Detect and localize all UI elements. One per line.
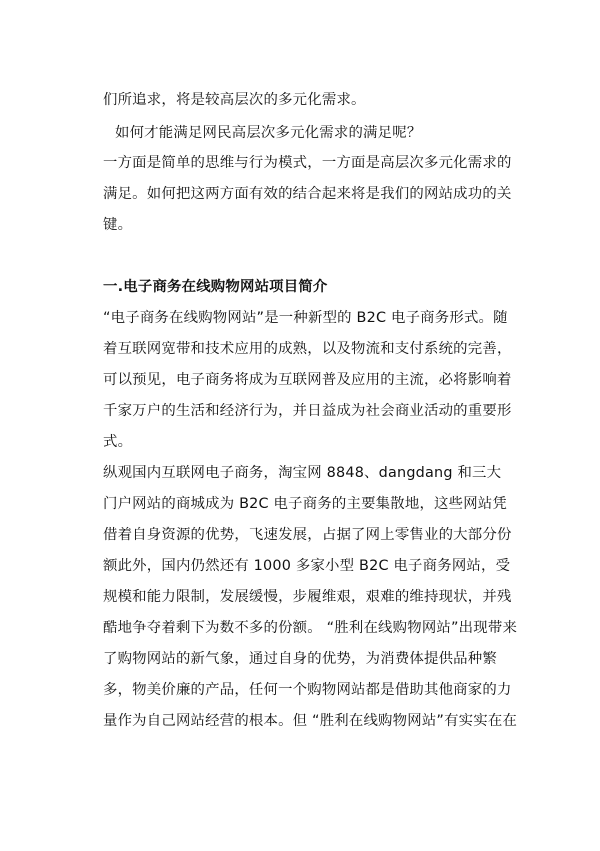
paragraph-line: 借着自身资源的优势，飞速发展，占据了网上零售业的大部分份 bbox=[103, 527, 512, 543]
section-heading: 一.电子商务在线购物网站项目简介 bbox=[103, 279, 328, 295]
paragraph-line: 们所追求，将是较高层次的多元化需求。 bbox=[103, 92, 366, 108]
paragraph-line: 一方面是简单的思维与行为模式，一方面是高层次多元化需求的 bbox=[103, 155, 512, 171]
paragraph-line: 着互联网宽带和技术应用的成熟，以及物流和支付系统的完善， bbox=[103, 341, 512, 357]
paragraph-line: 千家万户的生活和经济行为，并日益成为社会商业活动的重要形 bbox=[103, 403, 512, 419]
paragraph-line: 多，物美价廉的产品，任何一个购物网站都是借助其他商家的力 bbox=[103, 682, 512, 698]
paragraph-line: 量作为自己网站经营的根本。但 “胜利在线购物网站”有实实在在 bbox=[103, 713, 518, 729]
paragraph-line: 了购物网站的新气象，通过自身的优势，为消费体提供品种繁 bbox=[103, 651, 497, 667]
paragraph-line: 键。 bbox=[103, 217, 133, 233]
paragraph-line: 纵观国内互联网电子商务，淘宝网 8848、dangdang 和三大 bbox=[103, 465, 502, 481]
paragraph-line: “电子商务在线购物网站”是一种新型的 B2C 电子商务形式。随 bbox=[103, 310, 508, 326]
paragraph-line: 可以预见，电子商务将成为互联网普及应用的主流，必将影响着 bbox=[103, 372, 512, 388]
paragraph-line: 规模和能力限制，发展缓慢，步履维艰，艰难的维持现状，并残 bbox=[103, 589, 512, 605]
paragraph-line: 酷地争夺着剩下为数不多的份额。 “胜利在线购物网站”出现带来 bbox=[103, 620, 518, 636]
paragraph-line: 额此外，国内仍然还有 1000 多家小型 B2C 电子商务网站，受 bbox=[103, 558, 511, 574]
paragraph-line: 满足。如何把这两方面有效的结合起来将是我们的网站成功的关 bbox=[103, 186, 512, 202]
paragraph-line: 门户网站的商城成为 B2C 电子商务的主要集散地，这些网站凭 bbox=[103, 496, 507, 512]
question-line: 如何才能满足网民高层次多元化需求的满足呢？ bbox=[115, 125, 422, 141]
paragraph-line: 式。 bbox=[103, 434, 133, 450]
